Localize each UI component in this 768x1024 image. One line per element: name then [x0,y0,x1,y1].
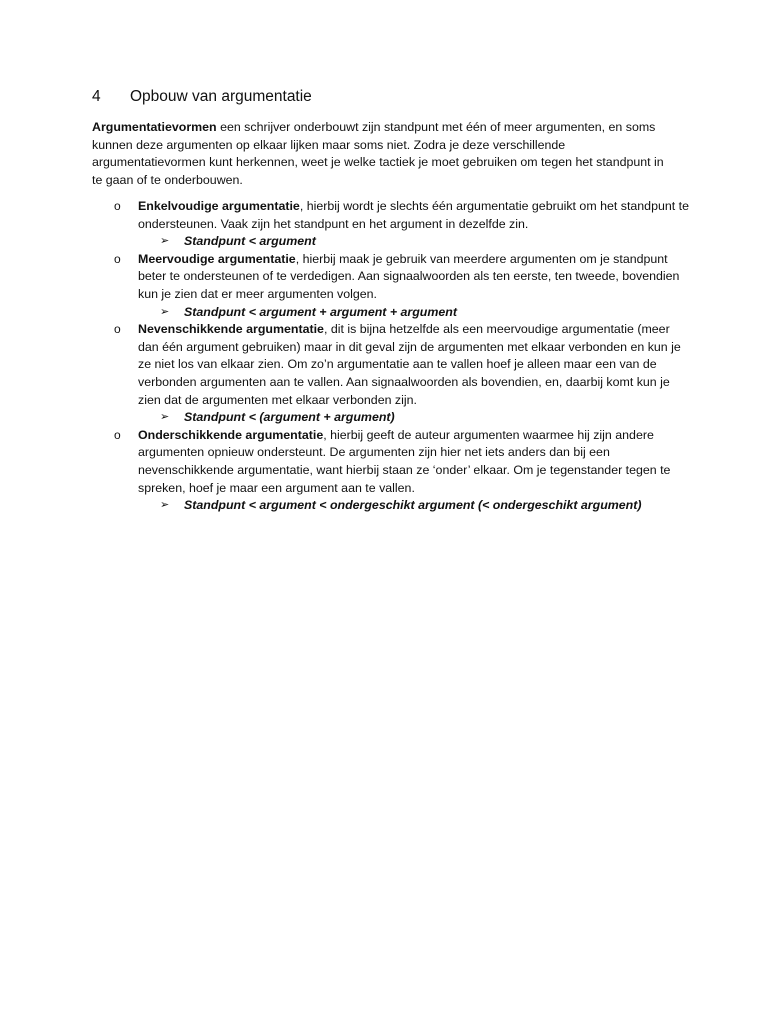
formula-meervoudig [92,304,692,322]
list-item-onderschikkend [92,427,692,497]
arrow-bullet-icon: ➢ [160,499,170,512]
item-text: , hierbij wordt je slechts één argumentatie gebruikt om het standpunt te ondersteunen. Vaak zijn het standpunt en het argument in dezelfde zin. [138,199,689,231]
item-text: , hierbij geeft de auteur argumenten waarmee hij zijn andere argumenten opnieuw ondersteunt. De argumenten zijn hier net iets anders dan bij een nevenschikkende argumentatie, want hierbij staan ze ‘onder’ elkaar. Om je tegenstander tegen te spreken, hoef je maar een argument aan te vallen. [138,427,671,495]
formula-text: Standpunt < argument + argument + argument [184,304,457,319]
intro-paragraph [92,119,672,189]
item-term: Onderschikkende argumentatie [138,427,324,442]
formula-text: Standpunt < argument < ondergeschikt argument (< ondergeschikt argument) [184,498,642,513]
item-text: , dit is bijna hetzelfde als een meervoudige argumentatie (meer dan één argument gebruiken) maar in dit geval zijn de argumenten met elkaar verbonden en kun je ze niet los van elkaar zien. Om zo’n argumentatie aan te vallen hoef je alleen maar een van de verbonden argumenten aan te vallen. Aan signaalwoorden als bovendien, en, daarbij komt kun je zien dat de argumenten met elkaar verbonden zijn. [138,322,681,407]
section-number: 4 [92,88,101,105]
list-item-meervoudig [92,251,692,304]
list-item-nevenschikkend [92,321,692,409]
arrow-bullet-icon: ➢ [160,411,170,424]
arrow-bullet-icon: ➢ [160,235,170,248]
formula-enkelvoudig [92,233,692,251]
argumentation-list [92,198,692,515]
arrow-bullet-icon: ➢ [160,305,170,318]
list-item-enkelvoudig [92,198,692,233]
formula-nevenschikkend [92,409,692,427]
item-text: , hierbij maak je gebruik van meerdere argumenten om je standpunt beter te ondersteunen of te verdedigen. Aan signaalwoorden als ten eerste, ten tweede, bovendien kun je zien dat er meer argumenten volgen. [138,251,680,301]
formula-onderschikkend [92,497,692,515]
item-term: Nevenschikkende argumentatie [138,322,324,337]
formula-text: Standpunt < argument [184,234,316,249]
section-title: Opbouw van argumentatie [130,88,312,105]
intro-text: een schrijver onderbouwt zijn standpunt met één of meer argumenten, en soms kunnen deze argumenten op elkaar lijken maar soms niet. Zodra je deze verschillende argumentatievormen kunt herkennen, weet je welke tactiek je moet gebruiken om tegen het standpunt in te gaan of te onderbouwen. [92,120,664,187]
bullet-icon: o [114,199,121,213]
item-term: Meervoudige argumentatie [138,251,296,266]
bullet-icon: o [114,251,121,266]
formula-text: Standpunt < (argument + argument) [184,410,395,425]
bullet-icon: o [114,427,121,442]
bullet-icon: o [114,322,121,337]
item-term: Enkelvoudige argumentatie [138,199,300,213]
intro-term: Argumentatievormen [92,120,217,134]
section-heading [92,87,312,107]
